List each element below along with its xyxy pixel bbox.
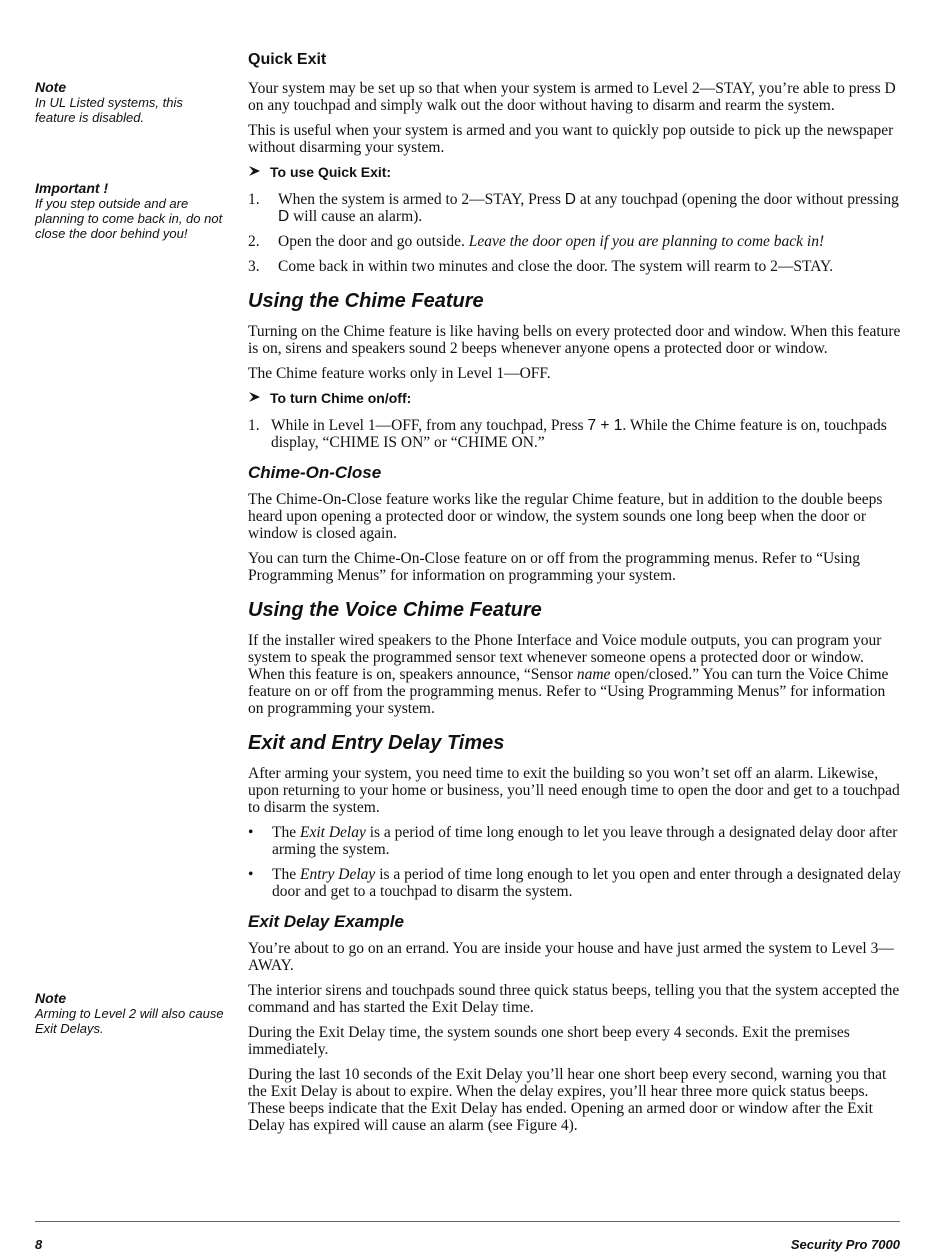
note-body: Arming to Level 2 will also cause Exit Delays. (35, 1006, 224, 1036)
step-text: . While the Chime feature is on, touchpads display, “CHIME IS ON” or “CHIME ON.” (271, 417, 887, 451)
step-text: Come back in within two minutes and close the door. The system will rearm to 2—STAY. (278, 258, 834, 275)
step-number: 1. (248, 417, 260, 434)
procedure-label: To turn Chime on/off: (270, 390, 412, 406)
list-item (248, 417, 903, 451)
paragraph: The interior sirens and touchpads sound three quick status beeps, telling you that the system accepted the command and has started the Exit Delay time. (248, 982, 900, 1016)
paragraph (248, 632, 903, 717)
page-number: 8 (35, 1237, 43, 1252)
step-text: When the system is armed to 2—STAY, Press (278, 191, 565, 208)
step-number: 3. (248, 258, 260, 275)
step-number: 1. (248, 191, 260, 208)
bullet-text: The (272, 866, 300, 883)
paragraph-text: If the installer wired speakers to the Phone Interface and Voice module outputs, you can program your system to speak the programmed sensor text whenever someone opens a protected door or window. When this feature is on, speakers announce, “Sensor (248, 632, 882, 683)
paragraph: During the last 10 seconds of the Exit Delay you’ll hear one short beep every second, warning you that the Exit Delay is about to expire. When the delay expires, you’ll hear three more quick status beeps. These beeps indicate that the Exit Delay has ended. Opening an armed door or window after the Exit Delay has expired will cause an alarm (see Figure 4). (248, 1066, 887, 1134)
paragraph: Turning on the Chime feature is like having bells on every protected door and window. When this feature is on, sirens and speakers sound 2 beeps whenever anyone opens a protected door or window. (248, 323, 901, 357)
note-heading: Note (35, 79, 67, 95)
list-item (248, 191, 903, 225)
section-heading-voice-chime: Using the Voice Chime Feature (248, 599, 542, 621)
step-text: While in Level 1—OFF, from any touchpad, Press (271, 417, 588, 434)
important-heading: Important ! (35, 180, 109, 196)
step-text: at any touchpad (opening the door without pressing (576, 191, 899, 208)
product-name: Security Pro 7000 (790, 1237, 900, 1252)
bullet: • (248, 866, 254, 883)
bullet: • (248, 824, 254, 841)
step-text: Open the door and go outside. (278, 233, 469, 250)
important-note (35, 181, 225, 241)
arrow-bullet-icon (248, 390, 270, 407)
section-heading-chime-on-close: Chime-On-Close (248, 463, 382, 482)
footer-divider (35, 1221, 900, 1222)
bullet-emphasis: Exit Delay (299, 824, 366, 841)
paragraph: The Chime feature works only in Level 1—OFF. (248, 365, 551, 382)
bullet-emphasis: Entry Delay (299, 866, 376, 883)
list-item (248, 258, 903, 275)
key-label: 7 + 1 (587, 417, 623, 434)
arrow-bullet-icon (248, 164, 270, 181)
paragraph-emphasis: name (576, 666, 611, 683)
section-heading-chime: Using the Chime Feature (248, 290, 484, 312)
important-body: If you step outside and are planning to come back in, do not close the door behind you! (35, 196, 223, 241)
paragraph-text: open/closed.” You can turn the Voice Chime feature on or off from the programming menus. Refer to “Using Programming Menus” for information on programming your system. (248, 666, 889, 717)
note-ul-listed (35, 80, 225, 125)
list-item (248, 824, 903, 858)
step-text: will cause an alarm). (289, 208, 423, 225)
procedure-label: To use Quick Exit: (270, 164, 392, 180)
bullet-text: is a period of time long enough to let you leave through a designated delay door after arming the system. (272, 824, 898, 858)
procedure-heading (248, 164, 903, 181)
bullet-text: The (272, 824, 300, 841)
paragraph: During the Exit Delay time, the system sounds one short beep every 4 seconds. Exit the premises immediately. (248, 1024, 850, 1058)
note-heading: Note (35, 990, 67, 1006)
procedure-heading (248, 390, 903, 407)
section-heading-exit-example: Exit Delay Example (248, 912, 404, 931)
step-emphasis: Leave the door open if you are planning to come back in! (468, 233, 825, 250)
paragraph: You’re about to go on an errand. You are inside your house and have just armed the system to Level 3—AWAY. (248, 940, 894, 974)
key-label: D (564, 191, 576, 208)
note-body: In UL Listed systems, this feature is disabled. (35, 95, 183, 125)
bullet-text: is a period of time long enough to let you open and enter through a designated delay door and get to a touchpad to disarm the system. (272, 866, 901, 900)
paragraph: After arming your system, you need time to exit the building so you won’t set off an alarm. Likewise, upon returning to your home or business, you’ll need enough time to open the door and get to a touchpad to disarm the system. (248, 765, 900, 816)
section-heading-delay-times: Exit and Entry Delay Times (248, 732, 505, 754)
list-item (248, 866, 903, 900)
step-number: 2. (248, 233, 260, 250)
paragraph: Your system may be set up so that when your system is armed to Level 2—STAY, you’re able to press D on any touchpad and simply walk out the door without having to disarm and rearm the system. (248, 80, 896, 114)
paragraph: You can turn the Chime-On-Close feature on or off from the programming menus. Refer to “Using Programming Menus” for information on programming your system. (248, 550, 860, 584)
list-item (248, 233, 903, 250)
main-content (248, 50, 903, 1142)
key-label: D (278, 208, 290, 225)
paragraph: This is useful when your system is armed and you want to quickly pop outside to pick up the newspaper without disarming your system. (248, 122, 894, 156)
section-heading-quick-exit: Quick Exit (248, 51, 327, 68)
note-exit-delay (35, 991, 225, 1036)
paragraph: The Chime-On-Close feature works like the regular Chime feature, but in addition to the double beeps heard upon opening a protected door or window, the system sounds one long beep when the door or window is closed again. (248, 491, 883, 542)
